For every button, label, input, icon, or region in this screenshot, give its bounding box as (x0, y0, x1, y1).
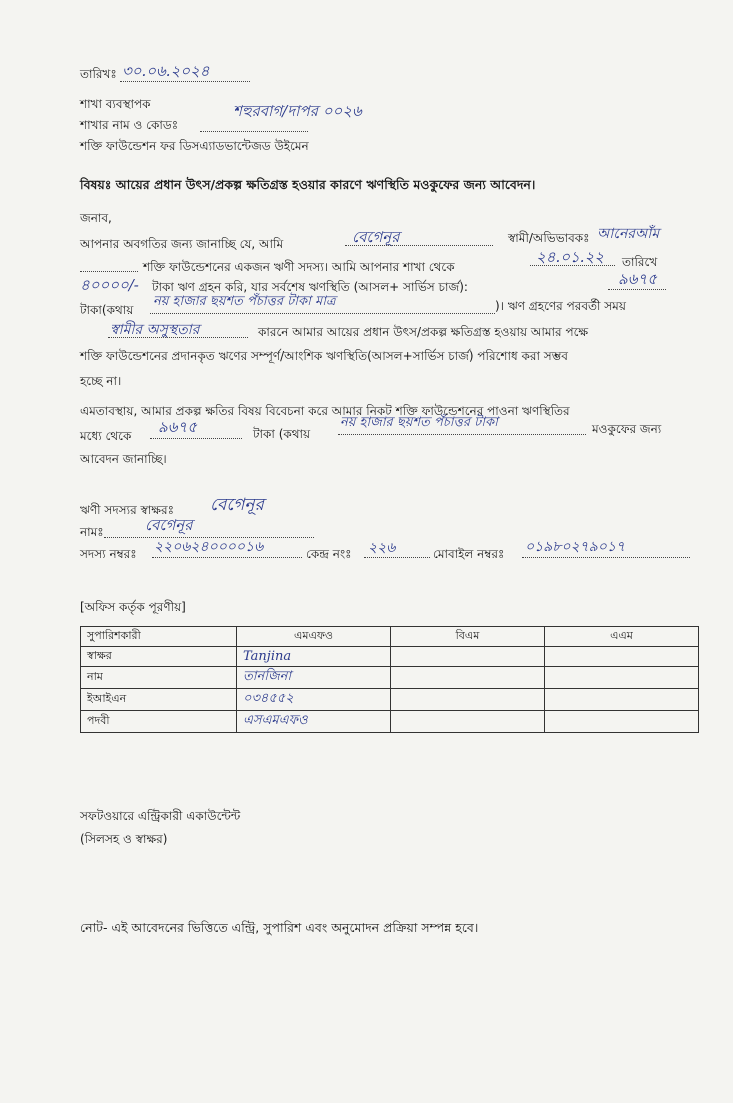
body-text: কারনে আমার আয়ের প্রধান উৎস/প্রকল্প ক্ষতিগ্রস্ত হওয়ায় আমার পক্ষে (258, 325, 589, 339)
dotted-line (345, 244, 493, 246)
date-dotted-line (120, 80, 250, 82)
mfo-name: তানজিনা (237, 667, 391, 689)
accountant-seal-note: (সিলসহ ও স্বাক্ষর) (80, 832, 168, 846)
waive-words: নয় হাজার ছয়শত পঁচাত্তর টাকা (340, 415, 498, 430)
row-label: নাম (81, 667, 237, 689)
row-label: স্বাক্ষর (81, 647, 237, 667)
waive-amount: ৯৬৭৫ (158, 418, 197, 436)
branch-dotted-line (200, 130, 308, 132)
guardian-name: আনেরআঁম (597, 226, 660, 242)
office-caption: [অফিস কর্তৃক পূরণীয়] (80, 600, 186, 614)
center-label: কেন্দ্র নংঃ (306, 547, 352, 561)
bm-cell (391, 711, 545, 733)
am-cell (545, 711, 699, 733)
body-text: আপনার অবগতির জন্য জানাচ্ছি যে, আমি (80, 237, 284, 251)
dotted-line (608, 288, 666, 290)
recipient-title: শাখা ব্যবস্থাপক (80, 97, 151, 111)
dotted-line (522, 556, 690, 558)
mfo-designation: এসএমএফও (237, 711, 391, 733)
branch-value: শহুরবাগ/দাপর ০০২৬ (233, 102, 362, 120)
header-cell: এএম (545, 627, 699, 647)
table-row (81, 711, 699, 733)
member-number-label: সদস্য নম্বরঃ (80, 547, 137, 561)
balance-words: নয় হাজার ছয়শত পঁচাত্তর টাকা মাত্র (153, 294, 336, 309)
salutation: জনাব, (80, 211, 112, 225)
loan-amount: ৪০০০০/- (80, 276, 139, 294)
body-text: আবেদন জানাচ্ছি। (80, 452, 167, 466)
member-signature-label: ঋণী সদস্যর স্বাক্ষরঃ (80, 503, 174, 517)
mobile-label: মোবাইল নম্বরঃ (433, 547, 505, 561)
body-text: টাকা (কথায় (253, 427, 311, 441)
member-name: বেগেনূর (145, 516, 193, 534)
am-cell (545, 667, 699, 689)
guardian-label: স্বামী/অভিভাবকঃ (508, 231, 590, 245)
body-text: শক্তি ফাউন্ডেশনের প্রদানকৃত ঋণের সম্পূর্ণ/আংশিক ঋণস্থিতি(আসল+সার্ভিস চার্জ) পরিশোধ করা সম্ভব (80, 349, 568, 363)
body-text: মওকুফের জন্য (592, 422, 662, 436)
bm-cell (391, 689, 545, 711)
loan-date-value: ২৪.০১.২২ (536, 248, 605, 266)
dotted-line (80, 270, 138, 272)
am-cell (545, 647, 699, 667)
dotted-line (530, 264, 615, 266)
row-label: পদবী (81, 711, 237, 733)
dotted-line (364, 556, 430, 558)
dotted-line (150, 437, 242, 439)
mfo-ein: ০৩৪৫৫২ (237, 689, 391, 711)
organization-name: শক্তি ফাউন্ডেশন ফর ডিসএ্যাডভান্টেজড উইমেন (80, 139, 309, 153)
center-number: ২২৬ (368, 540, 396, 556)
dotted-line (150, 312, 495, 314)
body-text: )। ঋণ গ্রহণের পরবর্তী সময় (495, 299, 626, 313)
member-name-label: নামঃ (80, 525, 104, 539)
am-cell (545, 689, 699, 711)
body-text: তারিখে (622, 255, 658, 269)
branch-label: শাখার নাম ও কোডঃ (80, 118, 179, 132)
subject-line: বিষয়ঃ আয়ের প্রধান উৎস/প্রকল্প ক্ষতিগ্রস্ত হওয়ার কারণে ঋণস্থিতি মওকুফের জন্য আবেদন। (80, 177, 536, 192)
body-text: টাকা ঋণ গ্রহন করি, যার সর্বশেষ ঋণস্থিতি (আসল+ সার্ভিস চার্জ): (152, 280, 468, 294)
date-label: তারিখঃ (80, 67, 117, 81)
accountant-title: সফটওয়ারে এন্ট্রিকারী একাউন্টেন্ট (80, 809, 241, 823)
mfo-signature: Tanjina (237, 647, 391, 667)
dotted-line (108, 336, 248, 338)
body-text: শক্তি ফাউন্ডেশনের একজন ঋণী সদস্য। আমি আপনার শাখা থেকে (143, 260, 455, 274)
bm-cell (391, 647, 545, 667)
reason-value: স্বামীর অসুস্থতার (110, 322, 200, 338)
table-header-row (81, 627, 699, 647)
footer-note: নোট- এই আবেদনের ভিত্তিতে এন্ট্রি, সুপারিশ এবং অনুমোদন প্রক্রিয়া সম্পন্ন হবে। (80, 920, 479, 935)
body-text: এমতাবস্থায়, আমার প্রকল্প ক্ষতির বিষয় বিবেচনা করে আমার নিকট শক্তি ফাউন্ডেশনের পাওনা ঋণস্থিতির (80, 404, 570, 418)
member-number: ২২০৬২৪০০০০১৬ (154, 539, 264, 555)
header-cell: বিএম (391, 627, 545, 647)
table-row (81, 667, 699, 689)
body-text: হচ্ছে না। (80, 374, 122, 388)
balance-value: ৯৬৭৫ (618, 270, 657, 288)
body-text: টাকা(কথায় (80, 303, 134, 317)
member-signature: বেগেনূর (210, 495, 264, 515)
body-text: মধ্যে থেকে (80, 429, 132, 443)
table-row (81, 689, 699, 711)
table-row (81, 647, 699, 667)
mobile-number: ০১৯৮০২৭৯০১৭ (525, 539, 626, 555)
header-cell: এমএফও (237, 627, 391, 647)
office-table (80, 626, 699, 733)
row-label: ইআইএন (81, 689, 237, 711)
date-value: ৩০.০৬.২০২৪ (122, 62, 210, 80)
dotted-line (338, 433, 586, 435)
dotted-line (152, 556, 302, 558)
applicant-name: বেগেনূর (352, 228, 400, 246)
header-cell: সুপারিশকারী (81, 627, 237, 647)
bm-cell (391, 667, 545, 689)
